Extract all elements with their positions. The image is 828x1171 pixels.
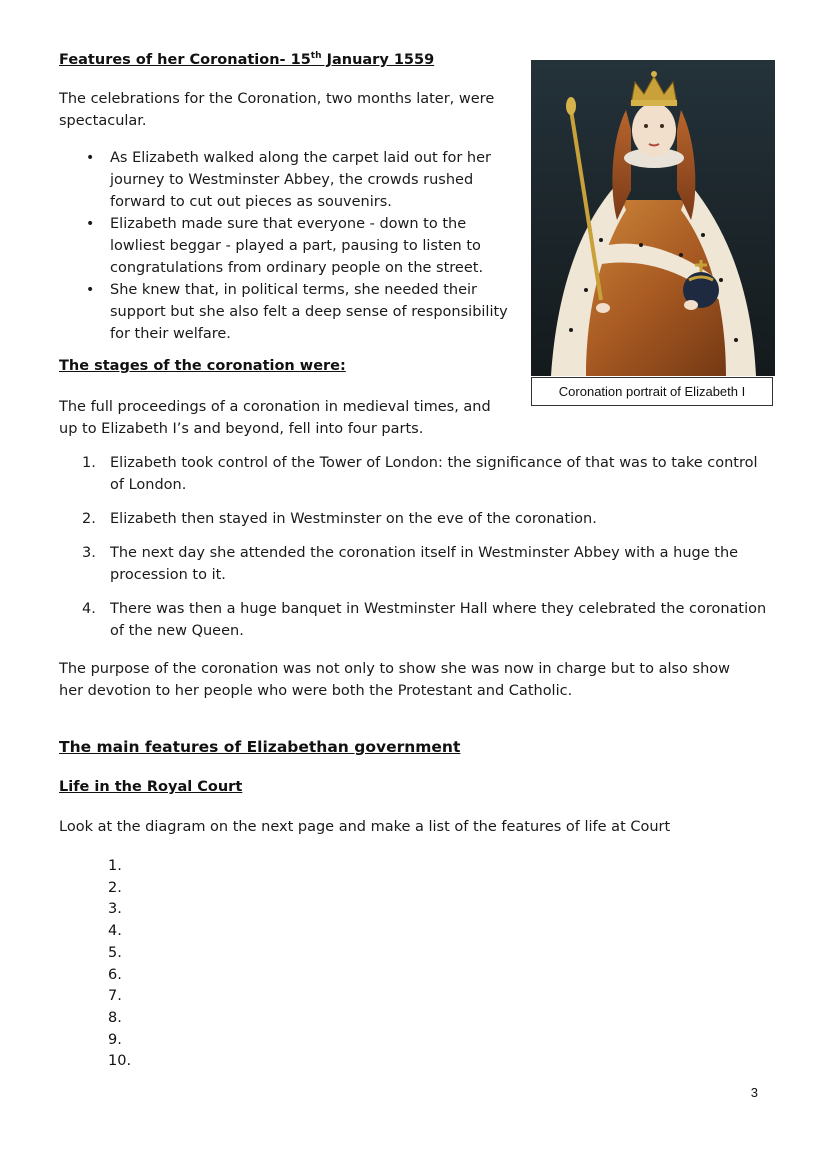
coronation-bullets (110, 147, 508, 345)
heading-date: January 1559 (321, 51, 435, 68)
answer-line[interactable]: 1. (108, 858, 122, 874)
coronation-portrait (531, 60, 775, 376)
portrait-painting-icon (531, 60, 775, 376)
heading-sup: th (310, 51, 322, 61)
answer-line[interactable]: 3. (108, 901, 122, 918)
stage-text: Elizabeth took control of the Tower of London: the significance of that was to take control of London. (110, 455, 758, 493)
coronation-heading (59, 51, 434, 68)
stages-heading: The stages of the coronation were: (59, 358, 346, 374)
stage-item (82, 452, 770, 496)
answer-line[interactable]: 2. (108, 879, 122, 896)
answer-line[interactable]: 4. (108, 923, 122, 940)
stages-intro: The full proceedings of a coronation in medieval times, and up to Elizabeth I’s and beyond, fell into four parts. (59, 399, 491, 437)
stage-text: Elizabeth then stayed in Westminster on the eve of the coronation. (110, 511, 597, 527)
stage-number: 3. (82, 545, 96, 561)
answer-list (108, 856, 131, 1073)
stage-text: The next day she attended the coronation itself in Westminster Abbey with a huge the procession to it. (110, 545, 739, 583)
page-number: 3 (750, 1085, 758, 1100)
answer-line[interactable]: 7. (108, 988, 122, 1005)
stage-item (82, 598, 770, 642)
bullet-item: • As Elizabeth walked along the carpet laid out for her journey to Westminster Abbey, the crowds rushed forward to cut out pieces as souvenirs. (110, 147, 508, 213)
stage-text: There was then a huge banquet in Westminster Hall where they celebrated the coronation of the new Queen. (110, 601, 767, 639)
answer-line[interactable]: 5. (108, 944, 122, 961)
answer-line[interactable]: 6. (108, 966, 122, 983)
coronation-purpose: The purpose of the coronation was not only to show she was now in charge but to also show her devotion to her people who were both the Protestant and Catholic. (59, 661, 731, 699)
bullet-item: • Elizabeth made sure that everyone - down to the lowliest beggar - played a part, pausing to listen to congratulations from ordinary people on the street. (110, 213, 508, 279)
stage-number: 1. (82, 455, 96, 471)
heading-text: Features of her Coronation- 15 (59, 51, 311, 68)
stage-number: 4. (82, 601, 96, 617)
government-heading: The main features of Elizabethan government (59, 738, 461, 756)
court-instruction: Look at the diagram on the next page and make a list of the features of life at Court (59, 819, 671, 835)
portrait-caption: Coronation portrait of Elizabeth I (531, 377, 773, 406)
coronation-intro: The celebrations for the Coronation, two months later, were spectacular. (59, 91, 495, 129)
stage-item (82, 542, 770, 586)
stage-number: 2. (82, 511, 96, 527)
bullet-item: • She knew that, in political terms, she needed their support but she also felt a deep sense of responsibility for their welfare. (110, 279, 508, 345)
royal-court-subheading: Life in the Royal Court (59, 779, 243, 795)
stages-list (82, 452, 770, 654)
answer-line[interactable]: 10. (108, 1053, 132, 1070)
answer-line[interactable]: 8. (108, 1009, 122, 1026)
stage-item (82, 508, 770, 530)
answer-line[interactable]: 9. (108, 1031, 122, 1048)
